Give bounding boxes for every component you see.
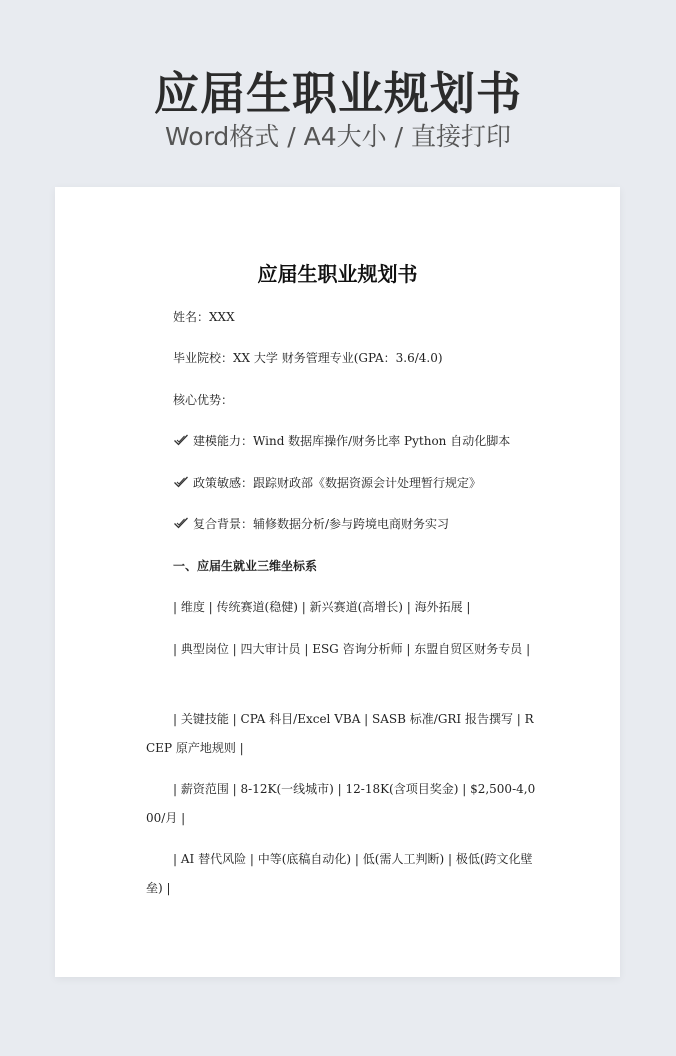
advantage-item	[173, 514, 449, 534]
checkmark-icon	[173, 475, 189, 489]
advantage-item	[173, 473, 481, 493]
table-row: | 维度 | 传统赛道(稳健) | 新兴赛道(高增长) | 海外拓展 |	[173, 600, 471, 614]
name-line: 姓名：XXX	[173, 310, 235, 324]
table-row: | AI 替代风险 | 中等(底稿自动化) | 低(需人工判断) | 极低(跨文化壁垒) |	[146, 852, 533, 895]
advantage-item	[173, 431, 510, 451]
section-heading: 一、应届生就业三维坐标系	[173, 559, 318, 573]
table-row: | 薪资范围 | 8-12K(一线城市) | 12-18K(含项目奖金) | $2,500-4,000/月 |	[146, 782, 536, 825]
table-row: | 典型岗位 | 四大审计员 | ESG 咨询分析师 | 东盟自贸区财务专员 |	[173, 642, 531, 656]
banner-subtitle: Word格式 / A4大小 / 直接打印	[165, 122, 511, 151]
document-title: 应届生职业规划书	[257, 262, 418, 286]
advantage-text: 复合背景：辅修数据分析/参与跨境电商财务实习	[193, 517, 450, 531]
advantage-text: 政策敏感：跟踪财政部《数据资源会计处理暂行规定》	[193, 476, 482, 490]
table-row: | 关键技能 | CPA 科目/Excel VBA | SASB 标准/GRI 报告撰写 | RCEP 原产地规则 |	[146, 712, 534, 755]
checkmark-icon	[173, 516, 189, 530]
advantage-text: 建模能力：Wind 数据库操作/财务比率 Python 自动化脚本	[193, 434, 511, 448]
banner-title: 应届生职业规划书	[153, 67, 522, 120]
document-page	[55, 187, 620, 977]
school-line: 毕业院校：XX 大学 财务管理专业(GPA：3.6/4.0)	[173, 351, 443, 365]
advantages-label: 核心优势：	[173, 393, 234, 407]
checkmark-icon	[173, 433, 189, 447]
